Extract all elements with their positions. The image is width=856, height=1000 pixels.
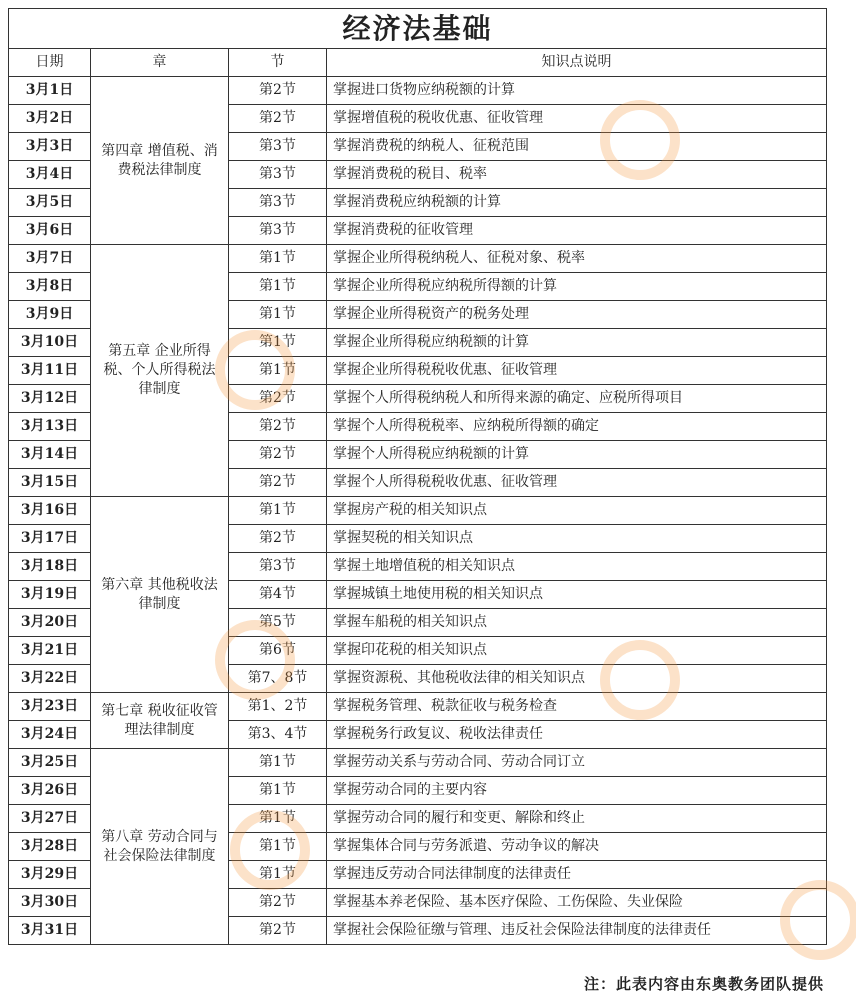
desc-cell: 掌握消费税的税目、税率 [327,161,827,189]
desc-cell: 掌握个人所得税应纳税额的计算 [327,441,827,469]
date-cell: 3月25日 [9,749,91,777]
chapter-cell: 第七章 税收征收管理法律制度 [91,693,229,749]
date-cell: 3月12日 [9,385,91,413]
section-cell: 第1节 [229,273,327,301]
header-chapter: 章 [91,49,229,77]
section-cell: 第1节 [229,749,327,777]
date-cell: 3月24日 [9,721,91,749]
section-cell: 第4节 [229,581,327,609]
desc-cell: 掌握个人所得税税收优惠、征收管理 [327,469,827,497]
desc-cell: 掌握消费税的征收管理 [327,217,827,245]
date-cell: 3月17日 [9,525,91,553]
desc-cell: 掌握个人所得税纳税人和所得来源的确定、应税所得项目 [327,385,827,413]
desc-cell: 掌握基本养老保险、基本医疗保险、工伤保险、失业保险 [327,889,827,917]
date-cell: 3月29日 [9,861,91,889]
section-cell: 第3节 [229,161,327,189]
section-cell: 第3节 [229,189,327,217]
schedule-table [8,8,827,945]
date-cell: 3月15日 [9,469,91,497]
page-title: 经济法基础 [9,9,827,49]
section-cell: 第3节 [229,217,327,245]
date-cell: 3月10日 [9,329,91,357]
table-row [9,77,827,105]
desc-cell: 掌握进口货物应纳税额的计算 [327,77,827,105]
date-cell: 3月31日 [9,917,91,945]
desc-cell: 掌握个人所得税税率、应纳税所得额的确定 [327,413,827,441]
desc-cell: 掌握企业所得税应纳税所得额的计算 [327,273,827,301]
date-cell: 3月22日 [9,665,91,693]
section-cell: 第1节 [229,497,327,525]
date-cell: 3月1日 [9,77,91,105]
section-cell: 第2节 [229,525,327,553]
date-cell: 3月20日 [9,609,91,637]
chapter-cell: 第五章 企业所得税、个人所得税法律制度 [91,245,229,497]
chapter-cell: 第八章 劳动合同与社会保险法律制度 [91,749,229,945]
desc-cell: 掌握企业所得税资产的税务处理 [327,301,827,329]
date-cell: 3月9日 [9,301,91,329]
date-cell: 3月28日 [9,833,91,861]
date-cell: 3月26日 [9,777,91,805]
section-cell: 第2节 [229,413,327,441]
table-row [9,749,827,777]
date-cell: 3月8日 [9,273,91,301]
desc-cell: 掌握增值税的税收优惠、征收管理 [327,105,827,133]
date-cell: 3月21日 [9,637,91,665]
desc-cell: 掌握集体合同与劳务派遣、劳动争议的解决 [327,833,827,861]
section-cell: 第2节 [229,385,327,413]
desc-cell: 掌握劳动合同的主要内容 [327,777,827,805]
section-cell: 第3、4节 [229,721,327,749]
section-cell: 第2节 [229,441,327,469]
section-cell: 第2节 [229,77,327,105]
desc-cell: 掌握企业所得税纳税人、征税对象、税率 [327,245,827,273]
section-cell: 第1节 [229,805,327,833]
desc-cell: 掌握社会保险征缴与管理、违反社会保险法律制度的法律责任 [327,917,827,945]
section-cell: 第2节 [229,105,327,133]
desc-cell: 掌握税务管理、税款征收与税务检查 [327,693,827,721]
header-section: 节 [229,49,327,77]
date-cell: 3月23日 [9,693,91,721]
date-cell: 3月6日 [9,217,91,245]
desc-cell: 掌握资源税、其他税收法律的相关知识点 [327,665,827,693]
date-cell: 3月3日 [9,133,91,161]
table-row [9,245,827,273]
date-cell: 3月7日 [9,245,91,273]
table-body [9,77,827,945]
footer-note: 注：此表内容由东奥教务团队提供 [583,975,824,993]
header-date: 日期 [9,49,91,77]
date-cell: 3月27日 [9,805,91,833]
date-cell: 3月16日 [9,497,91,525]
date-cell: 3月11日 [9,357,91,385]
date-cell: 3月18日 [9,553,91,581]
table-row [9,497,827,525]
table-row [9,693,827,721]
desc-cell: 掌握企业所得税税收优惠、征收管理 [327,357,827,385]
desc-cell: 掌握违反劳动合同法律制度的法律责任 [327,861,827,889]
section-cell: 第1节 [229,329,327,357]
section-cell: 第1节 [229,357,327,385]
section-cell: 第2节 [229,889,327,917]
section-cell: 第3节 [229,553,327,581]
date-cell: 3月4日 [9,161,91,189]
header-desc: 知识点说明 [327,49,827,77]
desc-cell: 掌握企业所得税应纳税额的计算 [327,329,827,357]
desc-cell: 掌握消费税应纳税额的计算 [327,189,827,217]
chapter-cell: 第六章 其他税收法律制度 [91,497,229,693]
section-cell: 第1节 [229,833,327,861]
date-cell: 3月2日 [9,105,91,133]
desc-cell: 掌握城镇土地使用税的相关知识点 [327,581,827,609]
section-cell: 第3节 [229,133,327,161]
desc-cell: 掌握劳动合同的履行和变更、解除和终止 [327,805,827,833]
section-cell: 第1节 [229,777,327,805]
section-cell: 第2节 [229,917,327,945]
date-cell: 3月14日 [9,441,91,469]
section-cell: 第1节 [229,861,327,889]
desc-cell: 掌握契税的相关知识点 [327,525,827,553]
section-cell: 第2节 [229,469,327,497]
date-cell: 3月13日 [9,413,91,441]
desc-cell: 掌握房产税的相关知识点 [327,497,827,525]
desc-cell: 掌握消费税的纳税人、征税范围 [327,133,827,161]
section-cell: 第1节 [229,245,327,273]
date-cell: 3月30日 [9,889,91,917]
date-cell: 3月5日 [9,189,91,217]
chapter-cell: 第四章 增值税、消费税法律制度 [91,77,229,245]
date-cell: 3月19日 [9,581,91,609]
section-cell: 第1、2节 [229,693,327,721]
section-cell: 第7、8节 [229,665,327,693]
section-cell: 第1节 [229,301,327,329]
desc-cell: 掌握税务行政复议、税收法律责任 [327,721,827,749]
desc-cell: 掌握土地增值税的相关知识点 [327,553,827,581]
desc-cell: 掌握车船税的相关知识点 [327,609,827,637]
section-cell: 第5节 [229,609,327,637]
section-cell: 第6节 [229,637,327,665]
desc-cell: 掌握印花税的相关知识点 [327,637,827,665]
desc-cell: 掌握劳动关系与劳动合同、劳动合同订立 [327,749,827,777]
